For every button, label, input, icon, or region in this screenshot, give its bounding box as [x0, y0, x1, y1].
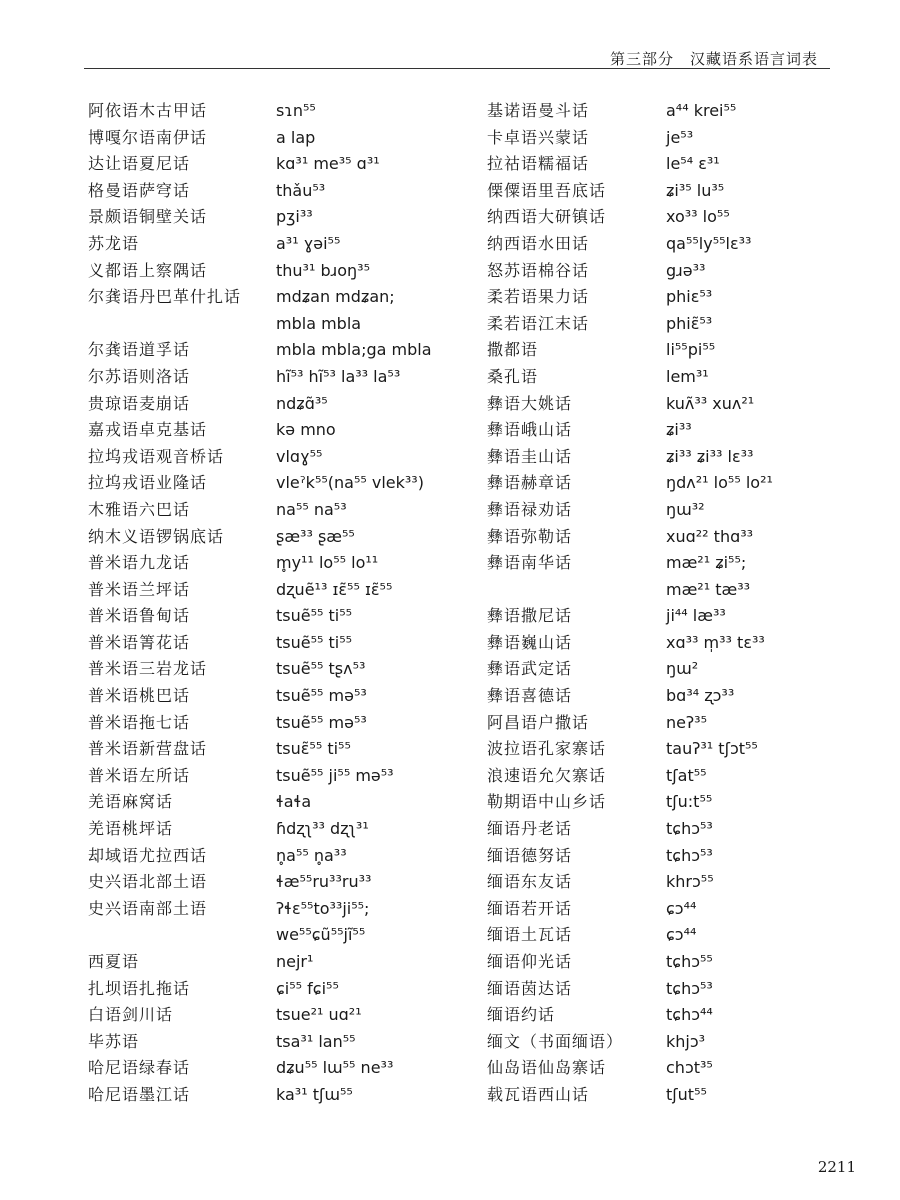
phonetic-form: tsuẽ⁵⁵ ti⁵⁵ — [276, 606, 353, 626]
dialect-name: 嘉戎语卓克基话 — [88, 420, 208, 440]
phonetic-form: na⁵⁵ na⁵³ — [276, 499, 347, 519]
word-entry-row — [487, 683, 867, 710]
word-entry-row — [88, 337, 478, 364]
word-entry-row — [487, 976, 867, 1003]
word-entry-row — [88, 417, 478, 444]
dialect-name: 撒都语 — [487, 340, 539, 360]
phonetic-form: tsuẽ⁵⁵ mə⁵³ — [276, 712, 367, 732]
dialect-name: 仙岛语仙岛寨话 — [487, 1058, 607, 1078]
dialect-name: 普米语兰坪话 — [88, 579, 191, 599]
word-entry-row — [88, 231, 478, 258]
word-entry-row — [88, 603, 478, 630]
dialect-name: 浪速语允欠寨话 — [487, 765, 607, 785]
word-entry-row — [487, 816, 867, 843]
word-entry-row — [487, 763, 867, 790]
phonetic-form: tʃat⁵⁵ — [666, 765, 707, 785]
phonetic-form: qa⁵⁵ly⁵⁵lɛ³³ — [666, 233, 752, 253]
word-entry-row — [487, 577, 867, 604]
dialect-name: 哈尼语墨江话 — [88, 1084, 191, 1104]
word-entry-row — [88, 178, 478, 205]
word-entry-row — [487, 869, 867, 896]
dialect-name: 桑孔语 — [487, 366, 539, 386]
phonetic-form: tsue²¹ uɑ²¹ — [276, 1005, 362, 1025]
phonetic-form: xɑ³³ m̩³³ tɛ³³ — [666, 632, 765, 652]
word-entry-row — [88, 843, 478, 870]
phonetic-form: n̥a⁵⁵ n̥a³³ — [276, 845, 347, 865]
phonetic-form: chɔt³⁵ — [666, 1058, 713, 1078]
dialect-name: 尔苏语则洛话 — [88, 366, 191, 386]
phonetic-form: thǎu⁵³ — [276, 180, 326, 200]
word-entry-row — [88, 789, 478, 816]
word-entry-row — [487, 1055, 867, 1082]
dialect-name: 贵琼语麦崩话 — [88, 393, 191, 413]
word-entry-row — [88, 444, 478, 471]
phonetic-form: ka³¹ tʃɯ⁵⁵ — [276, 1084, 353, 1104]
dialect-name: 却域语尤拉西话 — [88, 845, 208, 865]
word-entry-row — [487, 630, 867, 657]
word-entry-row — [88, 577, 478, 604]
word-entry-row — [487, 470, 867, 497]
dialect-name: 彝语大姚话 — [487, 393, 573, 413]
phonetic-form: tɕhɔ⁵⁵ — [666, 952, 713, 971]
dialect-name: 格曼语萨穹话 — [88, 180, 191, 200]
phonetic-form: tsuẽ⁵⁵ ji⁵⁵ mə⁵³ — [276, 765, 394, 785]
dialect-name: 彝语赫章话 — [487, 473, 573, 493]
phonetic-form: mdʑan mdʑan; — [276, 287, 395, 307]
dialect-name: 尔龚语道孚话 — [88, 340, 191, 360]
dialect-name: 义都语上察隅话 — [88, 260, 208, 280]
right-column — [487, 98, 867, 1109]
dialect-name: 缅语丹老话 — [487, 819, 573, 839]
phonetic-form: xuɑ²² thɑ³³ — [666, 526, 754, 546]
word-entry-row — [487, 789, 867, 816]
phonetic-form: li⁵⁵pi⁵⁵ — [666, 340, 716, 360]
word-entry-row — [88, 736, 478, 763]
word-entry-row — [88, 922, 478, 949]
dialect-name: 彝语武定话 — [487, 659, 573, 679]
dialect-name: 缅语德努话 — [487, 845, 573, 865]
phonetic-form: lem³¹ — [666, 366, 709, 386]
word-entry-row — [88, 151, 478, 178]
phonetic-form: ŋdʌ²¹ lo⁵⁵ lo²¹ — [666, 473, 773, 493]
phonetic-form: sɿn⁵⁵ — [276, 101, 316, 120]
phonetic-form: hĩ⁵³ hĩ⁵³ la³³ la⁵³ — [276, 366, 401, 386]
running-header: 第三部分 汉藏语系语言词表 — [609, 50, 818, 68]
phonetic-form: le⁵⁴ ɛ³¹ — [666, 154, 720, 174]
word-entry-row — [88, 1055, 478, 1082]
phonetic-form: bɑ³⁴ ʐɔ³³ — [666, 686, 735, 706]
word-entry-row — [487, 204, 867, 231]
word-entry-row — [88, 710, 478, 737]
word-entry-row — [487, 524, 867, 551]
phonetic-form: khjɔ³ — [666, 1031, 706, 1051]
word-entry-row — [487, 284, 867, 311]
word-entry-row — [487, 843, 867, 870]
phonetic-form: mæ²¹ ʑi⁵⁵; — [666, 553, 747, 573]
phonetic-form: ɕi⁵⁵ fɕi⁵⁵ — [276, 978, 339, 998]
dialect-name: 史兴语南部土语 — [88, 898, 208, 918]
phonetic-form: tʃut⁵⁵ — [666, 1084, 707, 1104]
word-entry-row — [88, 763, 478, 790]
word-entry-row — [487, 550, 867, 577]
phonetic-form: tsuẽ⁵⁵ ti⁵⁵ — [276, 632, 353, 652]
dialect-name: 纳西语水田话 — [487, 233, 590, 253]
phonetic-form: tsuẽ⁵⁵ mə⁵³ — [276, 686, 367, 706]
phonetic-form: dʑu⁵⁵ lɯ⁵⁵ ne³³ — [276, 1058, 394, 1078]
phonetic-form: tauʔ³¹ tʃɔt⁵⁵ — [666, 739, 758, 759]
word-entry-row — [88, 656, 478, 683]
word-entry-row — [487, 896, 867, 923]
phonetic-form: je⁵³ — [666, 127, 694, 147]
word-entry-row — [88, 258, 478, 285]
word-entry-row — [487, 391, 867, 418]
dialect-name: 苏龙语 — [88, 233, 140, 253]
dialect-name: 波拉语孔家寨话 — [487, 739, 607, 759]
phonetic-form: mbla mbla;ga mbla — [276, 340, 432, 360]
phonetic-form: thu³¹ bɹoŋ³⁵ — [276, 260, 371, 280]
phonetic-form: kuʌ̃³³ xuʌ²¹ — [666, 393, 755, 413]
dialect-name: 拉坞戎语业隆话 — [88, 473, 208, 493]
phonetic-form: vlɑɣ⁵⁵ — [276, 446, 323, 466]
dialect-name: 普米语桃巴话 — [88, 686, 191, 706]
dialect-name: 普米语左所话 — [88, 765, 191, 785]
dialect-name: 彝语峨山话 — [487, 420, 573, 440]
word-entry-row — [487, 311, 867, 338]
word-entry-row — [88, 204, 478, 231]
dialect-name: 达让语夏尼话 — [88, 154, 191, 174]
word-entry-row — [88, 311, 478, 338]
phonetic-form: ɕɔ⁴⁴ — [666, 925, 697, 945]
dialect-name: 缅文（书面缅语） — [487, 1031, 624, 1051]
dialect-name: 普米语拖七话 — [88, 712, 191, 732]
word-entry-row — [88, 497, 478, 524]
dialect-name: 哈尼语绿春话 — [88, 1058, 191, 1078]
dialect-name: 彝语撒尼话 — [487, 606, 573, 626]
phonetic-form: tsuẽ⁵⁵ tʂʌ⁵³ — [276, 659, 366, 679]
phonetic-form: dʐuẽ¹³ ɪɛ̃⁵⁵ ɪɛ̃⁵⁵ — [276, 579, 393, 599]
word-entry-row — [88, 524, 478, 551]
dialect-name: 史兴语北部土语 — [88, 872, 208, 892]
word-entry-row — [88, 896, 478, 923]
phonetic-form: a³¹ ɣəi⁵⁵ — [276, 233, 341, 253]
phonetic-form: ŋɯ³² — [666, 499, 705, 519]
word-entry-row — [487, 1029, 867, 1056]
dialect-name: 缅语茵达话 — [487, 978, 573, 998]
word-entry-row — [88, 949, 478, 976]
dialect-name: 基诺语曼斗话 — [487, 101, 590, 120]
dialect-name: 彝语禄劝话 — [487, 499, 573, 519]
page-number: 2211 — [817, 1158, 856, 1176]
phonetic-form: ɬæ⁵⁵ru³³ru³³ — [276, 872, 372, 892]
phonetic-form: ji⁴⁴ læ³³ — [666, 606, 726, 626]
dialect-name: 缅语土瓦话 — [487, 925, 573, 945]
word-entry-row — [88, 976, 478, 1003]
phonetic-form: tʃu:t⁵⁵ — [666, 792, 713, 812]
word-entry-row — [487, 922, 867, 949]
dialect-name: 缅语东友话 — [487, 872, 573, 892]
dialect-name: 阿昌语户撒话 — [487, 712, 590, 732]
dialect-name: 阿依语木古甲话 — [88, 101, 208, 120]
dialect-name: 柔若语果力话 — [487, 287, 590, 307]
dialect-name: 傈僳语里吾底话 — [487, 180, 607, 200]
word-entry-row — [487, 258, 867, 285]
phonetic-form: phiɛ⁵³ — [666, 287, 713, 307]
phonetic-form: tɕhɔ⁵³ — [666, 819, 713, 839]
dialect-name: 羌语桃坪话 — [88, 819, 174, 839]
word-entry-row — [487, 178, 867, 205]
dialect-name: 普米语鲁甸话 — [88, 606, 191, 626]
word-entry-row — [88, 683, 478, 710]
word-entry-row — [487, 1082, 867, 1109]
phonetic-form: m̥y¹¹ lo⁵⁵ lo¹¹ — [276, 553, 379, 573]
word-entry-row — [487, 151, 867, 178]
word-entry-row — [487, 656, 867, 683]
dialect-name: 景颇语铜壁关话 — [88, 207, 208, 227]
dialect-name: 彝语巍山话 — [487, 632, 573, 652]
dialect-name: 彝语弥勒话 — [487, 526, 573, 546]
word-entry-row — [487, 710, 867, 737]
word-entry-row — [88, 391, 478, 418]
dialect-name: 木雅语六巴话 — [88, 499, 191, 519]
word-entry-row — [487, 497, 867, 524]
word-entry-row — [88, 470, 478, 497]
phonetic-form: khrɔ⁵⁵ — [666, 872, 714, 892]
phonetic-form: ɦdʐʅ³³ dʐʅ³¹ — [276, 819, 369, 839]
dialect-name: 普米语九龙话 — [88, 553, 191, 573]
dialect-name: 尔龚语丹巴革什扎话 — [88, 287, 242, 307]
phonetic-form: xo³³ lo⁵⁵ — [666, 207, 730, 227]
word-entry-row — [487, 603, 867, 630]
dialect-name: 毕苏语 — [88, 1031, 140, 1051]
word-entry-row — [88, 869, 478, 896]
phonetic-form: ndʑɑ̃³⁵ — [276, 393, 328, 413]
dialect-name: 白语剑川话 — [88, 1005, 174, 1025]
phonetic-form: ɬaɬa — [276, 792, 312, 812]
phonetic-form: tsa³¹ lan⁵⁵ — [276, 1031, 356, 1051]
phonetic-form: tɕhɔ⁵³ — [666, 845, 713, 865]
phonetic-form: we⁵⁵ɕũ⁵⁵jĩ⁵⁵ — [276, 925, 366, 945]
dialect-name: 缅语若开话 — [487, 898, 573, 918]
phonetic-form: a⁴⁴ krei⁵⁵ — [666, 101, 737, 120]
word-entry-row — [88, 98, 478, 125]
phonetic-form: ʑi³⁵ lu³⁵ — [666, 180, 725, 200]
phonetic-form: neʔ³⁵ — [666, 712, 707, 732]
dialect-name: 博嘎尔语南伊话 — [88, 127, 208, 147]
dialect-name: 普米语三岩龙话 — [88, 659, 208, 679]
phonetic-form: ʑi³³ — [666, 420, 692, 440]
dialect-name: 拉坞戎语观音桥话 — [88, 446, 225, 466]
phonetic-form: vleˀk⁵⁵(na⁵⁵ vlek³³) — [276, 473, 424, 493]
header-rule — [84, 68, 830, 69]
phonetic-form: mbla mbla — [276, 313, 362, 333]
word-entry-row — [88, 284, 478, 311]
word-entry-row — [487, 949, 867, 976]
word-entry-row — [487, 364, 867, 391]
word-entry-row — [487, 337, 867, 364]
dialect-name: 彝语南华话 — [487, 553, 573, 573]
phonetic-form: ʔɬɛ⁵⁵to³³ji⁵⁵; — [276, 898, 370, 918]
dialect-name: 扎坝语扎拖话 — [88, 978, 191, 998]
dialect-name: 普米语新营盘话 — [88, 739, 208, 759]
word-entry-row — [487, 444, 867, 471]
dialect-name: 羌语麻窝话 — [88, 792, 174, 812]
phonetic-form: ɕɔ⁴⁴ — [666, 898, 697, 918]
word-entry-row — [88, 1082, 478, 1109]
phonetic-form: ʂæ³³ ʂæ⁵⁵ — [276, 526, 355, 546]
phonetic-form: gɹə³³ — [666, 260, 706, 280]
word-entry-row — [88, 364, 478, 391]
word-entry-row — [88, 125, 478, 152]
phonetic-form: mæ²¹ tæ³³ — [666, 579, 751, 599]
word-entry-row — [88, 550, 478, 577]
dialect-name: 普米语箐花话 — [88, 632, 191, 652]
word-entry-row — [88, 816, 478, 843]
dialect-name: 缅语仰光话 — [487, 952, 573, 971]
word-entry-row — [487, 231, 867, 258]
left-column — [88, 98, 478, 1109]
dialect-name: 拉祜语糯福话 — [487, 154, 590, 174]
word-entry-row — [88, 630, 478, 657]
dialect-name: 彝语圭山话 — [487, 446, 573, 466]
phonetic-form: kə mno — [276, 420, 336, 440]
phonetic-form: kɑ³¹ me³⁵ ɑ³¹ — [276, 154, 380, 174]
word-entry-row — [487, 1002, 867, 1029]
phonetic-form: tɕhɔ⁴⁴ — [666, 1005, 713, 1025]
dialect-name: 柔若语江末话 — [487, 313, 590, 333]
phonetic-form: phiɛ̃⁵³ — [666, 313, 713, 333]
word-entry-row — [487, 98, 867, 125]
word-entry-row — [487, 125, 867, 152]
word-entry-row — [88, 1002, 478, 1029]
dialect-name: 彝语喜德话 — [487, 686, 573, 706]
dialect-name: 西夏语 — [88, 952, 140, 971]
dialect-name: 载瓦语西山话 — [487, 1084, 590, 1104]
phonetic-form: tɕhɔ⁵³ — [666, 978, 713, 998]
dialect-name: 勒期语中山乡话 — [487, 792, 607, 812]
word-entry-row — [487, 417, 867, 444]
dialect-name: 怒苏语棉谷话 — [487, 260, 590, 280]
dialect-name: 卡卓语兴蒙话 — [487, 127, 590, 147]
phonetic-form: pʒi³³ — [276, 207, 313, 227]
word-entry-row — [88, 1029, 478, 1056]
phonetic-form: nejr¹ — [276, 952, 314, 971]
phonetic-form: ŋɯ² — [666, 659, 699, 679]
phonetic-form: ʑi³³ ʑi³³ lɛ³³ — [666, 446, 754, 466]
dialect-name: 纳西语大研镇话 — [487, 207, 607, 227]
dialect-name: 缅语约话 — [487, 1005, 556, 1025]
word-entry-row — [487, 736, 867, 763]
phonetic-form: tsuɛ̃⁵⁵ ti⁵⁵ — [276, 739, 351, 759]
phonetic-form: a lap — [276, 127, 316, 147]
dialect-name: 纳木义语锣锅底话 — [88, 526, 225, 546]
